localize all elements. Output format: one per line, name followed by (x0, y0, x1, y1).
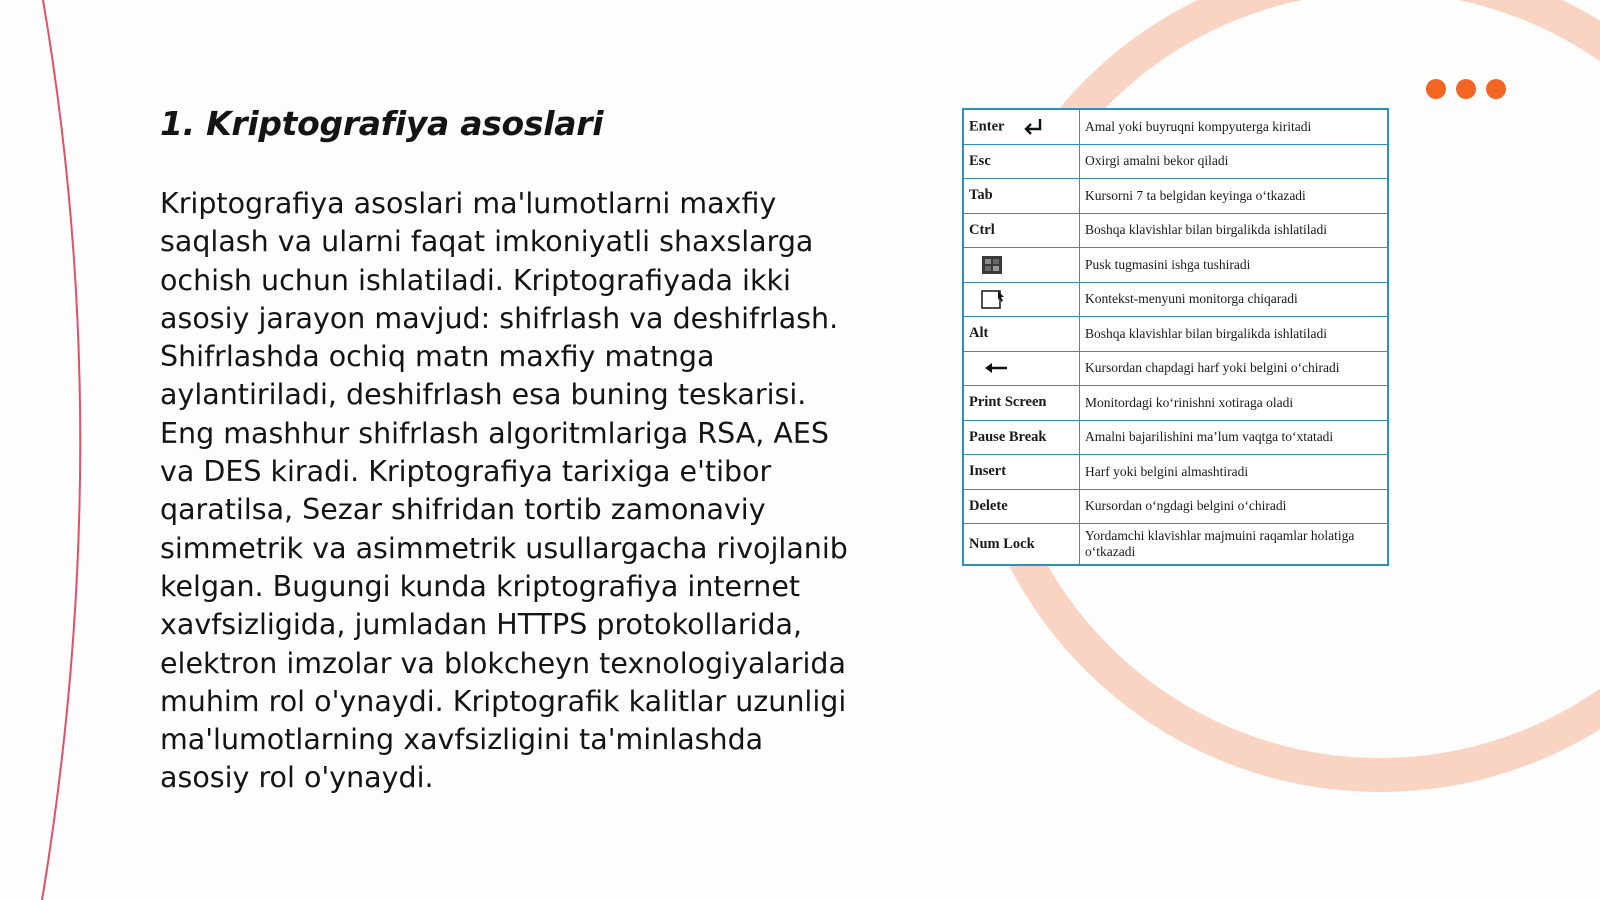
key-cell: Esc (963, 144, 1080, 179)
key-cell: Pause Break (963, 420, 1080, 455)
table-row (963, 524, 1388, 566)
desc-cell: Kursorni 7 ta belgidan keyinga o‘tkazadi (1080, 179, 1389, 214)
key-cell: Insert (963, 455, 1080, 490)
context-menu-key-icon (981, 288, 1007, 310)
key-cell: Delete (963, 489, 1080, 524)
table-row (963, 317, 1388, 352)
desc-cell: Boshqa klavishlar bilan birgalikda ishlatiladi (1080, 213, 1389, 248)
key-cell: Print Screen (963, 386, 1080, 421)
table-row (963, 455, 1388, 490)
desc-cell: Kursordan o‘ngdagi belgini o‘chiradi (1080, 489, 1389, 524)
desc-cell: Monitordagi ko‘rinishni xotiraga oladi (1080, 386, 1389, 421)
table-row (963, 213, 1388, 248)
desc-cell: Boshqa klavishlar bilan birgalikda ishlatiladi (1080, 317, 1389, 352)
desc-cell: Kontekst-menyuni monitorga chiqaradi (1080, 282, 1389, 317)
desc-cell: Pusk tugmasini ishga tushiradi (1080, 248, 1389, 283)
table-row (963, 109, 1388, 144)
table-row (963, 248, 1388, 283)
table-row (963, 386, 1388, 421)
ellipsis-dots-icon (1426, 79, 1506, 99)
key-cell (963, 248, 1080, 283)
table-row (963, 351, 1388, 386)
key-cell (963, 282, 1080, 317)
keyboard-keys-table (962, 108, 1389, 566)
table-row (963, 420, 1388, 455)
table-row (963, 489, 1388, 524)
table-row (963, 144, 1388, 179)
key-cell: Tab (963, 179, 1080, 214)
slide-paragraph: Kriptografiya asoslari ma'lumotlarni maxfiy saqlash va ularni faqat imkoniyatli shaxslarga ochish uchun ishlatiladi. Kriptografiyada ikki asosiy jarayon mavjud: shifrlash va deshifrlash. Shifrlashda ochiq matn maxfiy matnga aylantiriladi, deshifrlash esa buning teskarisi. Eng mashhur shifrlash algoritmlariga RSA, AES va DES kiradi. Kriptografiya tarixiga e'tibor qaratilsa, Sezar shifridan tortib zamonaviy simmetrik va asimmetrik usullargacha rivojlanib kelgan. Bugungi kunda kriptografiya internet xavfsizligida, jumladan HTTPS protokollarida, elektron imzolar va blokcheyn texnologiyalarida muhim rol o'ynaydi. Kriptografik kalitlar uzunligi ma'lumotlarning xavfsizligini ta'minlashda asosiy rol o'ynaydi. (160, 187, 848, 795)
accent-dot (1426, 79, 1446, 99)
desc-cell: Harf yoki belgini almashtiradi (1080, 455, 1389, 490)
desc-cell: Kursordan chapdagi harf yoki belgini o‘chiradi (1080, 351, 1389, 386)
windows-key-icon (981, 255, 1003, 275)
key-cell: Num Lock (963, 524, 1080, 566)
key-cell (963, 109, 1080, 144)
accent-dot (1486, 79, 1506, 99)
key-cell (963, 351, 1080, 386)
accent-dot (1456, 79, 1476, 99)
desc-cell: Amal yoki buyruqni kompyuterga kiritadi (1080, 109, 1389, 144)
key-name: Enter (969, 118, 1005, 135)
enter-arrow-icon (1022, 117, 1044, 137)
key-cell: Ctrl (963, 213, 1080, 248)
desc-cell: Yordamchi klavishlar majmuini raqamlar holatiga o‘tkazadi (1080, 524, 1389, 566)
desc-cell: Amalni bajarilishini ma’lum vaqtga to‘xtatadi (1080, 420, 1389, 455)
table-row (963, 179, 1388, 214)
slide-title: 1. Kriptografiya asoslari (160, 104, 604, 143)
table-row (963, 282, 1388, 317)
key-cell: Alt (963, 317, 1080, 352)
backspace-arrow-icon (981, 361, 1009, 375)
desc-cell: Oxirgi amalni bekor qiladi (1080, 144, 1389, 179)
left-red-curve (42, 0, 80, 900)
